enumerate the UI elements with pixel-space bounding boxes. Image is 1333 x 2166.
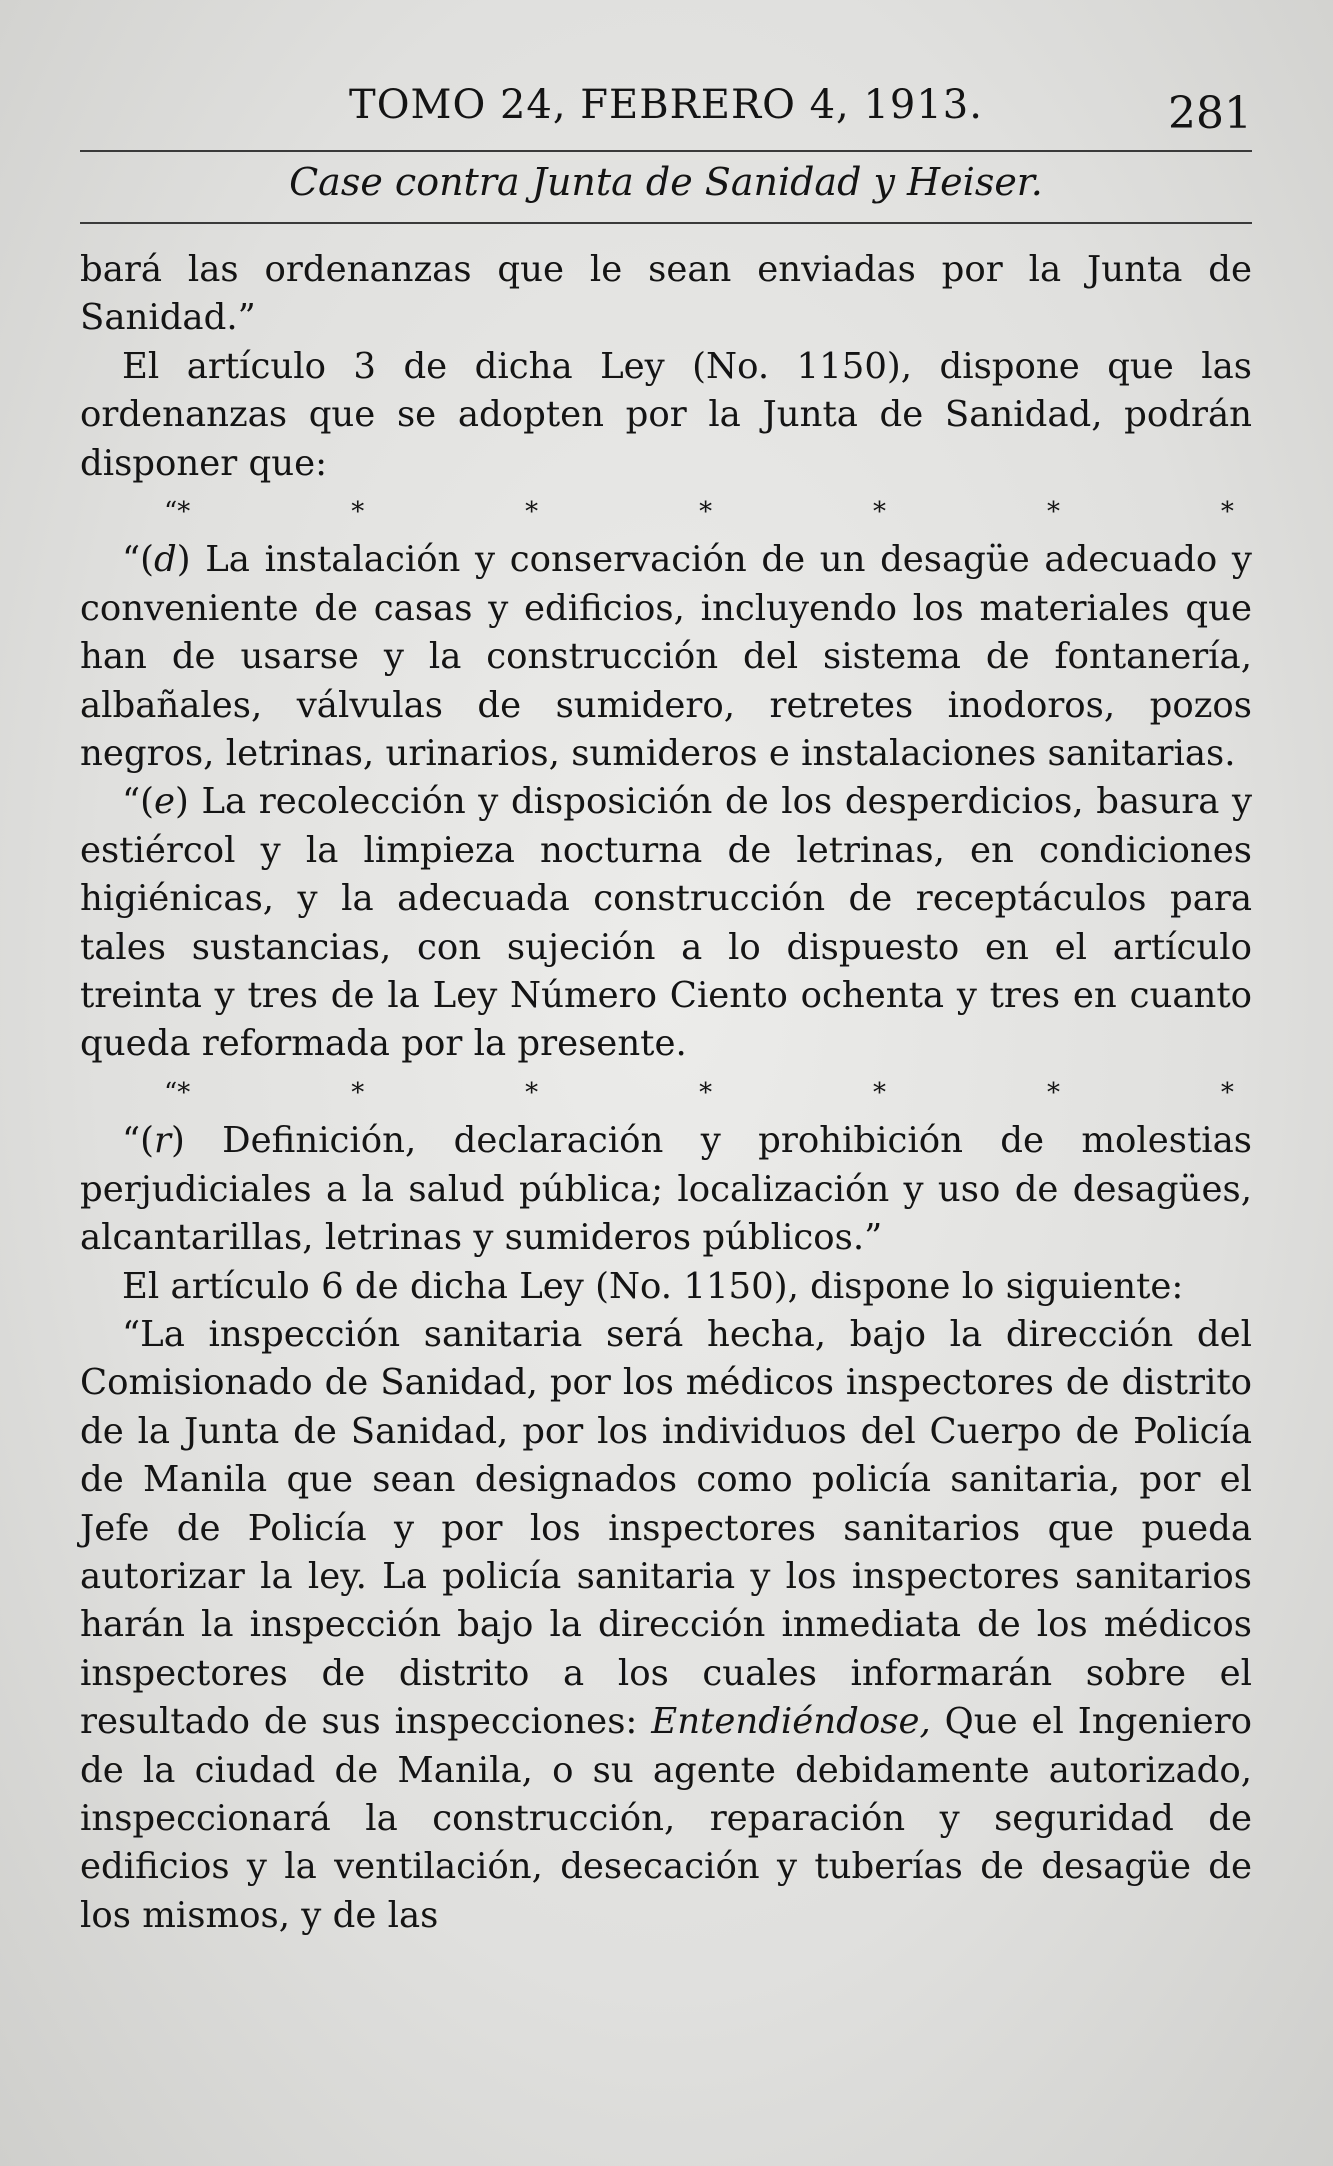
clause-text: ) La recolección y disposición de los desperdicios, basura y estiércol y la limpieza nocturna de letrinas, en condiciones higiénicas, y la adecuada construcción de receptáculos para tales sustancias, con sujeción a lo dispuesto en el artículo treinta y tres de la Ley Número Ciento ochenta y tres en cuanto queda reformada por la presente. xyxy=(80,781,1252,1065)
paragraph-clause-e xyxy=(80,778,1252,1068)
paragraph-continuation: bará las ordenanzas que le sean enviadas por la Junta de Sanidad.” xyxy=(80,249,1252,339)
star: * xyxy=(873,1077,887,1108)
star: * xyxy=(1220,1077,1234,1108)
quote-open: “( xyxy=(122,1120,154,1162)
star: * xyxy=(351,497,365,528)
proviso-term: Entendiéndose, xyxy=(651,1701,931,1743)
header-rule-top xyxy=(80,150,1252,152)
quote-open: “( xyxy=(122,539,154,581)
ellipsis-stars-1 xyxy=(80,488,1252,536)
star: “* xyxy=(164,1077,191,1108)
running-title: TOMO 24, FEBRERO 4, 1913. xyxy=(349,82,983,128)
quote-text: “La inspección sanitaria será hecha, bajo la dirección del Comisionado de Sanidad, por los médicos inspectores de distrito de la Junta de Sanidad, por los individuos del Cuerpo de Policía de Manila que sean designados como policía sanitaria, por el Jefe de Policía y por los inspectores sanitarios que pueda autorizar la ley. La policía sanitaria y los inspectores sanitarios harán la inspección bajo la dirección inmediata de los médicos inspectores de distrito a los cuales informarán sobre el resultado de sus inspecciones: xyxy=(80,1313,1252,1743)
star: * xyxy=(525,1077,539,1108)
quote-text-continued: Que el Ingeniero de la ciudad de Manila, o su agente debidamente autorizado, inspeccionará la construcción, reparación y seguridad de edificios y la ventilación, desecación y tuberías de desagüe de los mismos, y de las xyxy=(80,1701,1252,1936)
page-number: 281 xyxy=(1168,88,1252,139)
paragraph-article-6: El artículo 6 de dicha Ley (No. 1150), dispone lo siguiente: xyxy=(122,1265,1184,1307)
star: * xyxy=(351,1077,365,1108)
clause-text: ) Definición, declaración y prohibición de molestias perjudiciales a la salud pública; localización y uso de desagües, alcantarillas, letrinas y sumideros públicos.” xyxy=(80,1120,1252,1259)
star: * xyxy=(699,497,713,528)
star: * xyxy=(873,497,887,528)
star: * xyxy=(699,1077,713,1108)
star: * xyxy=(525,497,539,528)
clause-text: ) La instalación y conservación de un desagüe adecuado y conveniente de casas y edificios, incluyendo los materiales que han de usarse y la construcción del sistema de fontanería, albañales, válvulas de sumidero, retretes inodoros, pozos negros, letrinas, urinarios, sumideros e instalaciones sanitarias. xyxy=(80,539,1252,775)
star: “* xyxy=(164,497,191,528)
body-text xyxy=(80,246,1252,1940)
clause-letter: r xyxy=(154,1120,171,1162)
star: * xyxy=(1220,497,1234,528)
ellipsis-stars-2 xyxy=(80,1069,1252,1117)
paragraph-clause-d xyxy=(80,536,1252,778)
star: * xyxy=(1046,497,1060,528)
header-rule-bottom xyxy=(80,222,1252,224)
page-header xyxy=(80,82,1252,142)
star: * xyxy=(1046,1077,1060,1108)
clause-letter: e xyxy=(154,781,176,823)
quote-open: “( xyxy=(122,781,154,823)
case-title: Case contra Junta de Sanidad y Heiser. xyxy=(289,160,1043,204)
paragraph-clause-r xyxy=(80,1117,1252,1262)
paragraph-article-6-quote xyxy=(80,1311,1252,1940)
paragraph-article-3: El artículo 3 de dicha Ley (No. 1150), dispone que las ordenanzas que se adopten por la Junta de Sanidad, podrán disponer que: xyxy=(80,345,1252,484)
clause-letter: d xyxy=(154,539,177,581)
